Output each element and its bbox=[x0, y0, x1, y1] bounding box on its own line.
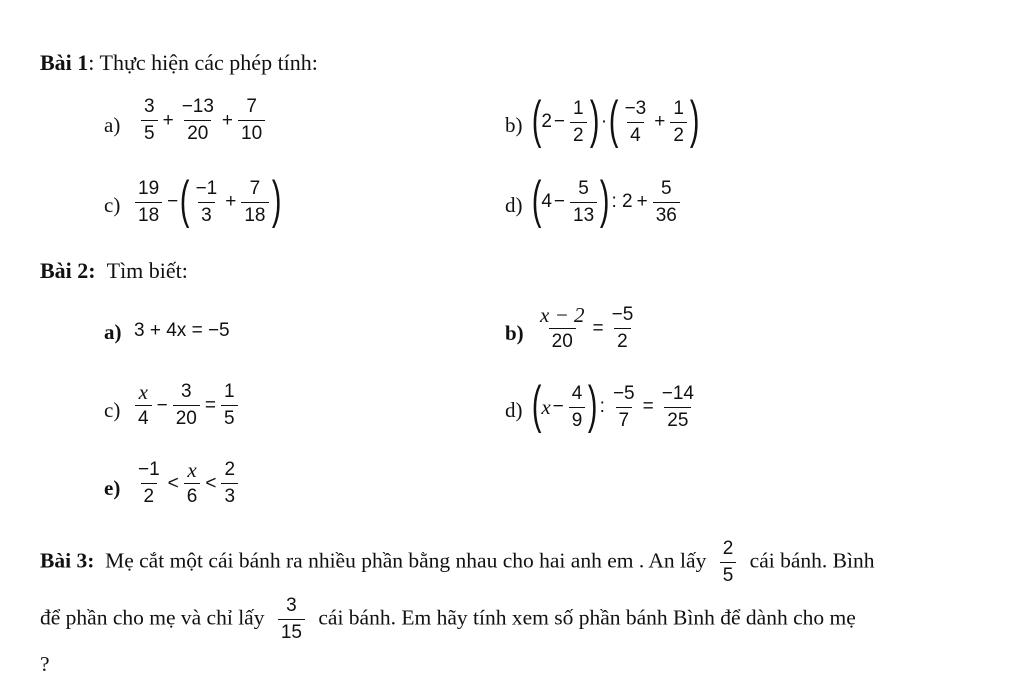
exercise-3-fraction-1: $\frac{2}{5}$ bbox=[720, 538, 737, 587]
ex1a-label: a) bbox=[104, 113, 121, 137]
ex2c-expression: $\frac{x}{4}$ − $\frac{3}{20}$ = $\frac{1}{5}$ bbox=[132, 381, 241, 430]
ex1b-expression: ( 2 − $\frac{1}{2}$ ) · ( $\frac{-3}{4}$ + $\frac{1}{2}$ ) bbox=[531, 91, 700, 149]
exercise-1-label: Bài 1 bbox=[40, 50, 89, 75]
ex2c-label: c) bbox=[104, 398, 121, 422]
ex2d-label: d) bbox=[505, 398, 523, 422]
ex1a-expression: $\frac{3}{5}$ + $\frac{-13}{20}$ + $\frac{7}{10}$ bbox=[138, 96, 268, 145]
exercise-2-instruction: Tìm biết: bbox=[106, 258, 188, 283]
ex2a-label: a) bbox=[104, 320, 122, 344]
ex2e-label: e) bbox=[104, 476, 121, 500]
ex2a-expression: 3 + 4x = −5 bbox=[134, 320, 230, 341]
exercise-1-instruction: : Thực hiện các phép tính: bbox=[88, 50, 318, 75]
ex2b-expression: $\frac{x - 2}{20}$ = $\frac{-5}{2}$ bbox=[540, 303, 634, 352]
exercise-3-fraction-2: $\frac{3}{15}$ bbox=[278, 595, 305, 644]
exercise-3-line-2 bbox=[40, 595, 856, 644]
exercise-3-text-2b: cái bánh. Em hãy tính xem số phần bánh Bình để dành cho mẹ bbox=[318, 605, 856, 630]
exercise-3-label: Bài 3: bbox=[40, 548, 95, 573]
exercise-3-text-2a: để phần cho mẹ và chỉ lấy bbox=[40, 605, 265, 630]
ex2e-expression: $\frac{-1}{2}$ < $\frac{x}{6}$ < $\frac{2}{3}$ bbox=[132, 459, 241, 508]
ex1c-label: c) bbox=[104, 193, 121, 217]
exercise-2-label: Bài 2: bbox=[40, 258, 96, 283]
exercise-3-line-1 bbox=[40, 538, 874, 587]
ex1b-label: b) bbox=[505, 113, 523, 137]
exercise-1-title bbox=[40, 50, 318, 76]
ex1d-label: d) bbox=[505, 193, 523, 217]
exercise-3-text-1a: Mẹ cắt một cái bánh ra nhiều phần bằng nhau cho hai anh em . An lấy bbox=[105, 548, 707, 573]
exercise-3-text-1b: cái bánh. Bình bbox=[749, 548, 875, 573]
ex2d-expression: ( x − $\frac{4}{9}$ ) : $\frac{-5}{7}$ = $\frac{-14}{25}$ bbox=[531, 376, 694, 434]
ex1c-expression: $\frac{19}{18}$ − ( $\frac{-1}{3}$ + $\frac{7}{18}$ ) bbox=[132, 176, 281, 228]
exercise-3-line-3: ? bbox=[40, 652, 50, 676]
ex2b-label: b) bbox=[505, 321, 524, 345]
exercise-2-title bbox=[40, 258, 188, 284]
ex1d-expression: ( 4 − $\frac{5}{13}$ ) : 2 + $\frac{5}{36}$ bbox=[532, 176, 683, 228]
